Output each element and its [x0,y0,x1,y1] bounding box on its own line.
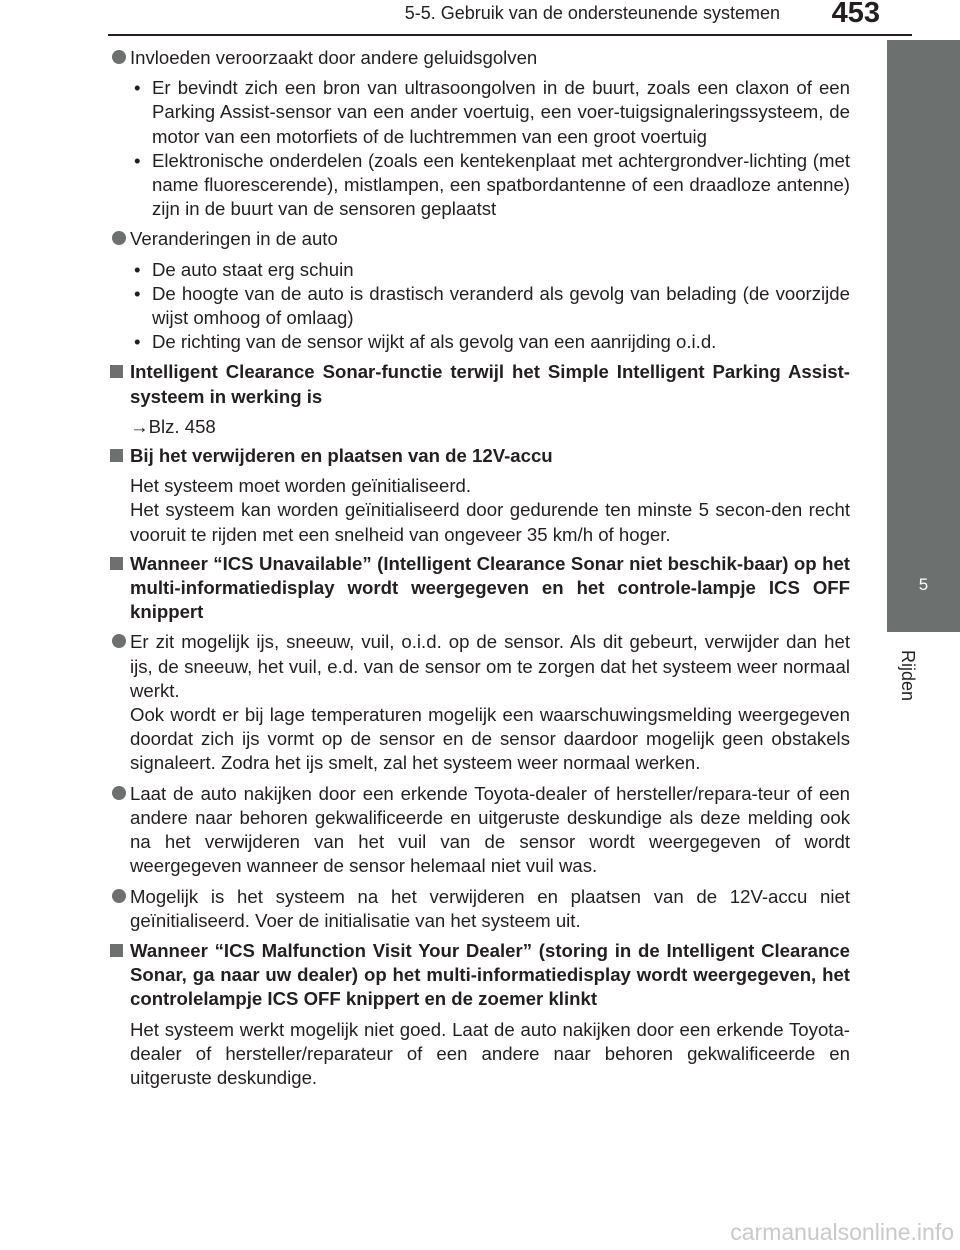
item-text: Laat de auto nakijken door een erkende Toyota-dealer of hersteller/repara-teur of een andere naar behoren gekwalificeerde en uitgeruste deskundige als deze melding ook na het verwijderen van het vuil van de sensor wordt weergegeven of wordt weergegeven wanneer de sensor helemaal niet vuil was. [130,782,850,877]
sub-bullet [130,149,850,222]
item-text: Veranderingen in de auto [130,228,338,250]
sub-bullet-text: Elektronische onderdelen (zoals een kentekenplaat met achtergrondver-lichting (met name fluorescerende), mistlampen, een spatbordantenne of een draadloze antenne) zijn in de buurt van de sensoren geplaatst [152,149,850,220]
page-number: 453 [831,0,880,29]
heading-text: Wanneer “ICS Malfunction Visit Your Dealer” (storing in de Intelligent Clearance Sonar, ga naar uw dealer) op het multi-informatiedisplay wordt weergegeven, het controlelampje ICS OFF knippert en de zoemer klinkt [130,939,850,1010]
bullet-icon: • [134,282,141,304]
paragraph-line: Het systeem moet worden geïnitialiseerd. [130,475,472,497]
heading-text: Intelligent Clearance Sonar-functie terwijl het Simple Intelligent Parking Assist-systeem in werking is [130,361,850,407]
bullet-dot-icon [112,889,126,903]
sub-bullet [130,76,850,149]
paragraph: Het systeem werkt mogelijk niet goed. Laat de auto nakijken door een erkende Toyota-dealer of hersteller/reparateur of een andere naar behoren gekwalificeerde en uitgeruste deskundige. [130,1018,850,1088]
section-heading [108,552,850,625]
item-text: Ook wordt er bij lage temperaturen mogelijk een waarschuwingsmelding weergegeven doordat zich ijs vormt op de sensor en de sensor daardoor mogelijk geen obstakels signaleert. Zodra het ijs smelt, zal het systeem weer normaal werken. [130,704,850,774]
list-item [108,630,850,775]
header-rule [108,34,912,36]
bullet-dot-icon [112,50,126,64]
sub-bullet-list [130,76,850,221]
list-item [108,227,850,251]
bullet-icon: • [134,149,141,171]
bullet-icon: • [134,331,141,353]
list-item [108,46,850,70]
sub-bullet-text: De richting van de sensor wijkt af als gevolg van een aanrijding o.i.d. [152,331,717,353]
sub-bullet [130,258,850,282]
sub-bullet-text: De auto staat erg schuin [152,258,354,280]
sub-bullet [130,330,850,354]
bullet-dot-icon [112,786,126,800]
section-heading [108,939,850,1012]
section-heading [108,360,850,408]
item-text: Er zit mogelijk ijs, sneeuw, vuil, o.i.d. op de sensor. Als dit gebeurt, verwijder dan het ijs, de sneeuw, het vuil, e.d. van de sensor om te zorgen dat het systeem weer normaal werkt. [130,631,850,701]
item-text: Invloeden veroorzaakt door andere geluidsgolven [130,47,538,68]
sub-bullet-list [130,258,850,355]
sub-bullet [130,282,850,330]
section-square-icon [110,557,123,570]
list-item [108,782,850,879]
section-square-icon [110,365,123,378]
page-content [108,46,850,1095]
bullet-icon: • [134,258,141,280]
chapter-tab: 5 [887,557,960,632]
bullet-dot-icon [112,231,126,245]
item-text: Mogelijk is het systeem na het verwijderen en plaatsen van de 12V-accu niet geïnitialiseerd. Voer de initialisatie van het systeem uit. [130,885,850,931]
sub-bullet-text: De hoogte van de auto is drastisch veranderd als gevolg van belading (de voorzijde wijst omhoog of omlaag) [152,282,850,329]
chapter-label [896,650,926,710]
section-square-icon [110,449,123,462]
section-header: 5-5. Gebruik van de ondersteunende systemen [404,3,780,23]
bullet-icon: • [134,77,141,99]
watermark: carmanualsonline.info [730,1219,954,1245]
sub-bullet-text: Er bevindt zich een bron van ultrasoongolven in de buurt, zoals een claxon of een Parking Assist-sensor van een ander voertuig, een voer-tuigsignaleringssysteem, de motor van een motorfiets of de luchtremmen van een groot voertuig [152,77,850,147]
paragraph [108,474,850,547]
list-item [108,885,850,933]
bullet-dot-icon [112,634,126,648]
section-heading [108,444,850,468]
chapter-label-text: Rijden [898,650,918,702]
heading-text: Bij het verwijderen en plaatsen van de 12V-accu [130,445,553,467]
page-reference: →Blz. 458 [130,415,216,437]
paragraph-line: Het systeem kan worden geïnitialiseerd door gedurende ten minste 5 secon-den recht vooruit te rijden met een snelheid van ongeveer 35 km/h of hoger. [130,499,850,545]
heading-text: Wanneer “ICS Unavailable” (Intelligent Clearance Sonar niet beschik-baar) op het multi-informatiedisplay wordt weergegeven en het controle-lampje ICS OFF knippert [130,552,850,623]
section-square-icon [110,944,123,957]
side-tab-bar [887,40,960,557]
